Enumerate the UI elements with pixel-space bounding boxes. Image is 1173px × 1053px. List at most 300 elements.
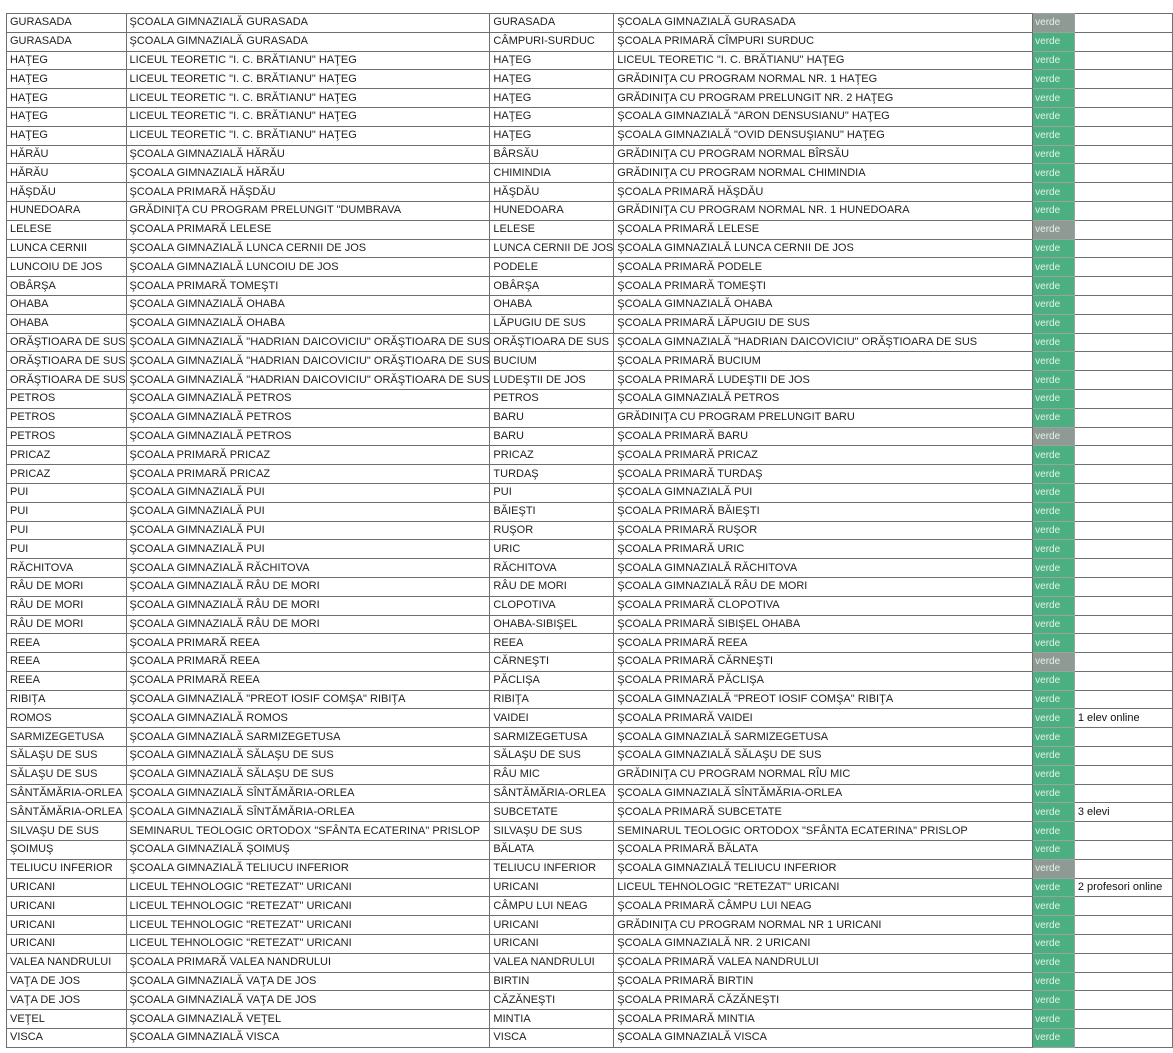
status-cell[interactable]: verde [1033,201,1075,220]
note-cell[interactable] [1074,371,1172,390]
status-cell[interactable]: verde [1033,935,1075,954]
note-cell[interactable] [1074,446,1172,465]
status-cell[interactable]: verde [1033,596,1075,615]
coordinating-school-cell[interactable]: ŞCOALA PRIMARĂ TOMEŞTI [126,277,490,296]
structure-locality-cell[interactable]: HAŢEG [490,70,614,89]
note-cell[interactable] [1074,14,1172,33]
note-cell[interactable]: 2 profesori online [1074,878,1172,897]
locality-cell[interactable]: ORĂŞTIOARA DE SUS [7,371,127,390]
structure-school-cell[interactable]: GRĂDINIŢA CU PROGRAM NORMAL NR 1 URICANI [614,916,1033,935]
locality-cell[interactable]: SILVAŞU DE SUS [7,822,127,841]
status-cell[interactable]: verde [1033,634,1075,653]
locality-cell[interactable]: SÂNTĂMĂRIA-ORLEA [7,803,127,822]
locality-cell[interactable]: REEA [7,671,127,690]
locality-cell[interactable]: PETROS [7,389,127,408]
structure-school-cell[interactable]: ŞCOALA PRIMARĂ URIC [614,540,1033,559]
status-cell[interactable]: verde [1033,483,1075,502]
structure-school-cell[interactable]: ŞCOALA GIMNAZIALĂ RÂU DE MORI [614,577,1033,596]
note-cell[interactable]: 3 elevi [1074,803,1172,822]
note-cell[interactable] [1074,841,1172,860]
structure-locality-cell[interactable]: PODELE [490,258,614,277]
structure-school-cell[interactable]: LICEUL TEORETIC "I. C. BRĂTIANU" HAŢEG [614,51,1033,70]
locality-cell[interactable]: OBÂRŞA [7,277,127,296]
structure-school-cell[interactable]: ŞCOALA PRIMARĂ VAIDEI [614,709,1033,728]
structure-locality-cell[interactable]: SILVAŞU DE SUS [490,822,614,841]
structure-school-cell[interactable]: GRĂDINIŢA CU PROGRAM NORMAL RÎU MIC [614,765,1033,784]
coordinating-school-cell[interactable]: ŞCOALA PRIMARĂ REEA [126,671,490,690]
locality-cell[interactable]: HUNEDOARA [7,201,127,220]
status-cell[interactable]: verde [1033,991,1075,1010]
coordinating-school-cell[interactable]: ŞCOALA GIMNAZIALĂ HĂRĂU [126,145,490,164]
coordinating-school-cell[interactable]: LICEUL TEHNOLOGIC "RETEZAT" URICANI [126,897,490,916]
structure-locality-cell[interactable]: MINTIA [490,1010,614,1029]
locality-cell[interactable]: URICANI [7,935,127,954]
structure-locality-cell[interactable]: TURDAŞ [490,465,614,484]
locality-cell[interactable]: URICANI [7,916,127,935]
status-cell[interactable]: verde [1033,239,1075,258]
status-cell[interactable]: verde [1033,295,1075,314]
coordinating-school-cell[interactable]: ŞCOALA GIMNAZIALĂ PETROS [126,389,490,408]
note-cell[interactable] [1074,277,1172,296]
structure-school-cell[interactable]: ŞCOALA PRIMARĂ CÎMPURI SURDUC [614,32,1033,51]
locality-cell[interactable]: PRICAZ [7,446,127,465]
coordinating-school-cell[interactable]: ŞCOALA GIMNAZIALĂ OHABA [126,295,490,314]
coordinating-school-cell[interactable]: ŞCOALA GIMNAZIALĂ OHABA [126,314,490,333]
status-cell[interactable]: verde [1033,333,1075,352]
structure-school-cell[interactable]: ŞCOALA GIMNAZIALĂ RĂCHITOVA [614,559,1033,578]
status-cell[interactable]: verde [1033,972,1075,991]
structure-locality-cell[interactable]: SARMIZEGETUSA [490,728,614,747]
locality-cell[interactable]: PUI [7,502,127,521]
structure-school-cell[interactable]: ŞCOALA PRIMARĂ LĂPUGIU DE SUS [614,314,1033,333]
coordinating-school-cell[interactable]: ŞCOALA GIMNAZIALĂ PETROS [126,408,490,427]
status-cell[interactable]: verde [1033,653,1075,672]
structure-locality-cell[interactable]: OHABA [490,295,614,314]
structure-school-cell[interactable]: ŞCOALA GIMNAZIALĂ GURASADA [614,14,1033,33]
locality-cell[interactable]: ŞOIMUŞ [7,841,127,860]
locality-cell[interactable]: REEA [7,653,127,672]
structure-locality-cell[interactable]: LĂPUGIU DE SUS [490,314,614,333]
note-cell[interactable] [1074,859,1172,878]
note-cell[interactable] [1074,540,1172,559]
structure-locality-cell[interactable]: SUBCETATE [490,803,614,822]
structure-school-cell[interactable]: ŞCOALA GIMNAZIALĂ SĂLAŞU DE SUS [614,747,1033,766]
locality-cell[interactable]: TELIUCU INFERIOR [7,859,127,878]
structure-school-cell[interactable]: ŞCOALA GIMNAZIALĂ PETROS [614,389,1033,408]
structure-school-cell[interactable]: GRĂDINIŢA CU PROGRAM PRELUNGIT BARU [614,408,1033,427]
note-cell[interactable] [1074,916,1172,935]
coordinating-school-cell[interactable]: ŞCOALA GIMNAZIALĂ GURASADA [126,14,490,33]
structure-school-cell[interactable]: ŞCOALA PRIMARĂ SUBCETATE [614,803,1033,822]
coordinating-school-cell[interactable]: ŞCOALA GIMNAZIALĂ RĂCHITOVA [126,559,490,578]
coordinating-school-cell[interactable]: LICEUL TEHNOLOGIC "RETEZAT" URICANI [126,935,490,954]
status-cell[interactable]: verde [1033,70,1075,89]
coordinating-school-cell[interactable]: ŞCOALA PRIMARĂ VALEA NANDRULUI [126,953,490,972]
coordinating-school-cell[interactable]: ŞCOALA PRIMARĂ PRICAZ [126,465,490,484]
coordinating-school-cell[interactable]: ŞCOALA GIMNAZIALĂ "HADRIAN DAICOVICIU" ORĂŞTIOARA DE SUS [126,333,490,352]
status-cell[interactable]: verde [1033,352,1075,371]
note-cell[interactable] [1074,427,1172,446]
note-cell[interactable] [1074,70,1172,89]
status-cell[interactable]: verde [1033,408,1075,427]
structure-locality-cell[interactable]: VAIDEI [490,709,614,728]
note-cell[interactable] [1074,483,1172,502]
structure-locality-cell[interactable]: SÂNTĂMĂRIA-ORLEA [490,784,614,803]
note-cell[interactable] [1074,559,1172,578]
status-cell[interactable]: verde [1033,671,1075,690]
structure-school-cell[interactable]: GRĂDINIŢA CU PROGRAM NORMAL CHIMINDIA [614,164,1033,183]
structure-school-cell[interactable]: ŞCOALA GIMNAZIALĂ LUNCA CERNII DE JOS [614,239,1033,258]
note-cell[interactable] [1074,671,1172,690]
note-cell[interactable] [1074,653,1172,672]
coordinating-school-cell[interactable]: ŞCOALA GIMNAZIALĂ LUNCOIU DE JOS [126,258,490,277]
locality-cell[interactable]: PUI [7,483,127,502]
locality-cell[interactable]: SĂLAŞU DE SUS [7,747,127,766]
note-cell[interactable] [1074,201,1172,220]
locality-cell[interactable]: VAŢA DE JOS [7,991,127,1010]
structure-locality-cell[interactable]: CÂMPU LUI NEAG [490,897,614,916]
structure-locality-cell[interactable]: LUDEŞTII DE JOS [490,371,614,390]
status-cell[interactable]: verde [1033,916,1075,935]
structure-school-cell[interactable]: ŞCOALA PRIMARĂ CĂRNEŞTI [614,653,1033,672]
coordinating-school-cell[interactable]: ŞCOALA GIMNAZIALĂ HĂRĂU [126,164,490,183]
note-cell[interactable] [1074,352,1172,371]
structure-locality-cell[interactable]: CLOPOTIVA [490,596,614,615]
note-cell[interactable] [1074,145,1172,164]
locality-cell[interactable]: HAŢEG [7,89,127,108]
coordinating-school-cell[interactable]: ŞCOALA GIMNAZIALĂ RÂU DE MORI [126,596,490,615]
status-cell[interactable]: verde [1033,258,1075,277]
coordinating-school-cell[interactable]: ŞCOALA PRIMARĂ REEA [126,634,490,653]
status-cell[interactable]: verde [1033,822,1075,841]
status-cell[interactable]: verde [1033,371,1075,390]
structure-school-cell[interactable]: ŞCOALA PRIMARĂ REEA [614,634,1033,653]
note-cell[interactable] [1074,107,1172,126]
structure-locality-cell[interactable]: HUNEDOARA [490,201,614,220]
structure-locality-cell[interactable]: PUI [490,483,614,502]
structure-school-cell[interactable]: ŞCOALA PRIMARĂ LUDEŞTII DE JOS [614,371,1033,390]
note-cell[interactable] [1074,220,1172,239]
status-cell[interactable]: verde [1033,89,1075,108]
note-cell[interactable]: 1 elev online [1074,709,1172,728]
structure-school-cell[interactable]: ŞCOALA GIMNAZIALĂ OHABA [614,295,1033,314]
locality-cell[interactable]: VALEA NANDRULUI [7,953,127,972]
status-cell[interactable]: verde [1033,709,1075,728]
note-cell[interactable] [1074,258,1172,277]
structure-school-cell[interactable]: ŞCOALA PRIMARĂ TOMEŞTI [614,277,1033,296]
note-cell[interactable] [1074,765,1172,784]
structure-locality-cell[interactable]: BARU [490,427,614,446]
locality-cell[interactable]: HAŢEG [7,126,127,145]
locality-cell[interactable]: REEA [7,634,127,653]
locality-cell[interactable]: PUI [7,540,127,559]
structure-school-cell[interactable]: SEMINARUL TEOLOGIC ORTODOX "SFÂNTA ECATERINA" PRISLOP [614,822,1033,841]
status-cell[interactable]: verde [1033,897,1075,916]
note-cell[interactable] [1074,465,1172,484]
locality-cell[interactable]: VAŢA DE JOS [7,972,127,991]
locality-cell[interactable]: RÂU DE MORI [7,596,127,615]
structure-school-cell[interactable]: ŞCOALA GIMNAZIALĂ "HADRIAN DAICOVICIU" ORĂŞTIOARA DE SUS [614,333,1033,352]
note-cell[interactable] [1074,577,1172,596]
note-cell[interactable] [1074,747,1172,766]
note-cell[interactable] [1074,634,1172,653]
structure-school-cell[interactable]: GRĂDINIŢA CU PROGRAM NORMAL NR. 1 HUNEDOARA [614,201,1033,220]
status-cell[interactable]: verde [1033,765,1075,784]
structure-locality-cell[interactable]: PRICAZ [490,446,614,465]
status-cell[interactable]: verde [1033,220,1075,239]
note-cell[interactable] [1074,596,1172,615]
status-cell[interactable]: verde [1033,615,1075,634]
locality-cell[interactable]: PETROS [7,427,127,446]
locality-cell[interactable]: VISCA [7,1029,127,1048]
locality-cell[interactable]: RÂU DE MORI [7,577,127,596]
structure-school-cell[interactable]: ŞCOALA GIMNAZIALĂ "OVID DENSUŞIANU" HAŢEG [614,126,1033,145]
structure-locality-cell[interactable]: LELESE [490,220,614,239]
structure-school-cell[interactable]: ŞCOALA PRIMARĂ CLOPOTIVA [614,596,1033,615]
structure-school-cell[interactable]: ŞCOALA GIMNAZIALĂ TELIUCU INFERIOR [614,859,1033,878]
structure-school-cell[interactable]: ŞCOALA GIMNAZIALĂ SARMIZEGETUSA [614,728,1033,747]
locality-cell[interactable]: RÂU DE MORI [7,615,127,634]
note-cell[interactable] [1074,89,1172,108]
note-cell[interactable] [1074,239,1172,258]
coordinating-school-cell[interactable]: ŞCOALA GIMNAZIALĂ PUI [126,483,490,502]
coordinating-school-cell[interactable]: GRĂDINIŢA CU PROGRAM PRELUNGIT "DUMBRAVA [126,201,490,220]
note-cell[interactable] [1074,822,1172,841]
note-cell[interactable] [1074,314,1172,333]
locality-cell[interactable]: HĂŞDĂU [7,183,127,202]
locality-cell[interactable]: URICANI [7,897,127,916]
structure-locality-cell[interactable]: HĂŞDĂU [490,183,614,202]
structure-locality-cell[interactable]: BUCIUM [490,352,614,371]
structure-locality-cell[interactable]: VISCA [490,1029,614,1048]
structure-locality-cell[interactable]: RIBIŢA [490,690,614,709]
locality-cell[interactable]: GURASADA [7,32,127,51]
structure-school-cell[interactable]: LICEUL TEHNOLOGIC "RETEZAT" URICANI [614,878,1033,897]
status-cell[interactable]: verde [1033,502,1075,521]
locality-cell[interactable]: LELESE [7,220,127,239]
coordinating-school-cell[interactable]: ŞCOALA GIMNAZIALĂ SÎNTĂMĂRIA-ORLEA [126,803,490,822]
locality-cell[interactable]: SĂLAŞU DE SUS [7,765,127,784]
locality-cell[interactable]: HAŢEG [7,107,127,126]
locality-cell[interactable]: HĂRĂU [7,164,127,183]
status-cell[interactable]: verde [1033,145,1075,164]
structure-locality-cell[interactable]: HAŢEG [490,89,614,108]
status-cell[interactable]: verde [1033,953,1075,972]
structure-locality-cell[interactable]: OHABA-SIBIŞEL [490,615,614,634]
coordinating-school-cell[interactable]: ŞCOALA GIMNAZIALĂ SĂLAŞU DE SUS [126,747,490,766]
structure-school-cell[interactable]: ŞCOALA PRIMARĂ BĂIEŞTI [614,502,1033,521]
status-cell[interactable]: verde [1033,1029,1075,1048]
coordinating-school-cell[interactable]: LICEUL TEHNOLOGIC "RETEZAT" URICANI [126,878,490,897]
note-cell[interactable] [1074,991,1172,1010]
structure-locality-cell[interactable]: URICANI [490,935,614,954]
structure-locality-cell[interactable]: HAŢEG [490,107,614,126]
locality-cell[interactable]: SÂNTĂMĂRIA-ORLEA [7,784,127,803]
coordinating-school-cell[interactable]: ŞCOALA PRIMARĂ PRICAZ [126,446,490,465]
locality-cell[interactable]: HĂRĂU [7,145,127,164]
locality-cell[interactable]: ORĂŞTIOARA DE SUS [7,333,127,352]
structure-locality-cell[interactable]: PĂCLIŞA [490,671,614,690]
status-cell[interactable]: verde [1033,32,1075,51]
coordinating-school-cell[interactable]: ŞCOALA GIMNAZIALĂ "HADRIAN DAICOVICIU" ORĂŞTIOARA DE SUS [126,371,490,390]
structure-school-cell[interactable]: ŞCOALA PRIMARĂ TURDAŞ [614,465,1033,484]
structure-school-cell[interactable]: ŞCOALA PRIMARĂ HĂŞDĂU [614,183,1033,202]
status-cell[interactable]: verde [1033,389,1075,408]
structure-locality-cell[interactable]: RÂU MIC [490,765,614,784]
structure-locality-cell[interactable]: RUŞOR [490,521,614,540]
structure-school-cell[interactable]: ŞCOALA PRIMARĂ BĂLATA [614,841,1033,860]
coordinating-school-cell[interactable]: ŞCOALA PRIMARĂ LELESE [126,220,490,239]
note-cell[interactable] [1074,51,1172,70]
structure-school-cell[interactable]: ŞCOALA PRIMARĂ CÂMPU LUI NEAG [614,897,1033,916]
status-cell[interactable]: verde [1033,14,1075,33]
locality-cell[interactable]: HAŢEG [7,70,127,89]
structure-school-cell[interactable]: ŞCOALA GIMNAZIALĂ "PREOT IOSIF COMŞA" RIBIŢA [614,690,1033,709]
note-cell[interactable] [1074,389,1172,408]
structure-school-cell[interactable]: ŞCOALA GIMNAZIALĂ VISCA [614,1029,1033,1048]
note-cell[interactable] [1074,333,1172,352]
structure-school-cell[interactable]: ŞCOALA PRIMARĂ CĂZĂNEŞTI [614,991,1033,1010]
locality-cell[interactable]: PRICAZ [7,465,127,484]
status-cell[interactable]: verde [1033,427,1075,446]
structure-locality-cell[interactable]: BĂLATA [490,841,614,860]
coordinating-school-cell[interactable]: ŞCOALA GIMNAZIALĂ "PREOT IOSIF COMŞA" RIBIŢA [126,690,490,709]
note-cell[interactable] [1074,953,1172,972]
structure-locality-cell[interactable]: RÂU DE MORI [490,577,614,596]
coordinating-school-cell[interactable]: LICEUL TEORETIC "I. C. BRĂTIANU" HAŢEG [126,51,490,70]
locality-cell[interactable]: OHABA [7,314,127,333]
status-cell[interactable]: verde [1033,803,1075,822]
structure-school-cell[interactable]: GRĂDINIŢA CU PROGRAM NORMAL BÎRSĂU [614,145,1033,164]
structure-locality-cell[interactable]: ORĂŞTIOARA DE SUS [490,333,614,352]
structure-school-cell[interactable]: GRĂDINIŢA CU PROGRAM NORMAL NR. 1 HAŢEG [614,70,1033,89]
structure-school-cell[interactable]: ŞCOALA PRIMARĂ MINTIA [614,1010,1033,1029]
note-cell[interactable] [1074,521,1172,540]
structure-school-cell[interactable]: ŞCOALA GIMNAZIALĂ PUI [614,483,1033,502]
locality-cell[interactable]: SARMIZEGETUSA [7,728,127,747]
structure-locality-cell[interactable]: HAŢEG [490,51,614,70]
coordinating-school-cell[interactable]: LICEUL TEORETIC "I. C. BRĂTIANU" HAŢEG [126,70,490,89]
locality-cell[interactable]: RĂCHITOVA [7,559,127,578]
coordinating-school-cell[interactable]: ŞCOALA GIMNAZIALĂ TELIUCU INFERIOR [126,859,490,878]
structure-school-cell[interactable]: ŞCOALA PRIMARĂ VALEA NANDRULUI [614,953,1033,972]
structure-locality-cell[interactable]: SĂLAŞU DE SUS [490,747,614,766]
locality-cell[interactable]: ORĂŞTIOARA DE SUS [7,352,127,371]
coordinating-school-cell[interactable]: ŞCOALA GIMNAZIALĂ RÂU DE MORI [126,577,490,596]
structure-school-cell[interactable]: GRĂDINIŢA CU PROGRAM PRELUNGIT NR. 2 HAŢEG [614,89,1033,108]
status-cell[interactable]: verde [1033,1010,1075,1029]
locality-cell[interactable]: URICANI [7,878,127,897]
status-cell[interactable]: verde [1033,314,1075,333]
locality-cell[interactable]: HAŢEG [7,51,127,70]
structure-locality-cell[interactable]: OBÂRŞA [490,277,614,296]
note-cell[interactable] [1074,408,1172,427]
structure-school-cell[interactable]: ŞCOALA PRIMARĂ RUŞOR [614,521,1033,540]
structure-school-cell[interactable]: ŞCOALA GIMNAZIALĂ NR. 2 URICANI [614,935,1033,954]
note-cell[interactable] [1074,897,1172,916]
locality-cell[interactable]: RIBIŢA [7,690,127,709]
status-cell[interactable]: verde [1033,540,1075,559]
coordinating-school-cell[interactable]: ŞCOALA GIMNAZIALĂ PUI [126,540,490,559]
structure-locality-cell[interactable]: PETROS [490,389,614,408]
structure-school-cell[interactable]: ŞCOALA PRIMARĂ PĂCLIŞA [614,671,1033,690]
locality-cell[interactable]: PUI [7,521,127,540]
status-cell[interactable]: verde [1033,107,1075,126]
coordinating-school-cell[interactable]: LICEUL TEORETIC "I. C. BRĂTIANU" HAŢEG [126,89,490,108]
structure-locality-cell[interactable]: GURASADA [490,14,614,33]
status-cell[interactable]: verde [1033,465,1075,484]
coordinating-school-cell[interactable]: ŞCOALA GIMNAZIALĂ RÂU DE MORI [126,615,490,634]
structure-locality-cell[interactable]: BIRTIN [490,972,614,991]
structure-locality-cell[interactable]: RĂCHITOVA [490,559,614,578]
status-cell[interactable]: verde [1033,521,1075,540]
coordinating-school-cell[interactable]: LICEUL TEHNOLOGIC "RETEZAT" URICANI [126,916,490,935]
note-cell[interactable] [1074,615,1172,634]
status-cell[interactable]: verde [1033,859,1075,878]
coordinating-school-cell[interactable]: ŞCOALA GIMNAZIALĂ PETROS [126,427,490,446]
note-cell[interactable] [1074,126,1172,145]
structure-school-cell[interactable]: ŞCOALA PRIMARĂ PODELE [614,258,1033,277]
structure-locality-cell[interactable]: URICANI [490,916,614,935]
status-cell[interactable]: verde [1033,878,1075,897]
coordinating-school-cell[interactable]: ŞCOALA PRIMARĂ HĂŞDĂU [126,183,490,202]
structure-school-cell[interactable]: ŞCOALA GIMNAZIALĂ SÎNTĂMĂRIA-ORLEA [614,784,1033,803]
note-cell[interactable] [1074,972,1172,991]
status-cell[interactable]: verde [1033,728,1075,747]
status-cell[interactable]: verde [1033,51,1075,70]
coordinating-school-cell[interactable]: ŞCOALA GIMNAZIALĂ SĂLAŞU DE SUS [126,765,490,784]
structure-locality-cell[interactable]: URICANI [490,878,614,897]
structure-school-cell[interactable]: ŞCOALA PRIMARĂ SIBIŞEL OHABA [614,615,1033,634]
structure-locality-cell[interactable]: HAŢEG [490,126,614,145]
note-cell[interactable] [1074,935,1172,954]
status-cell[interactable]: verde [1033,577,1075,596]
coordinating-school-cell[interactable]: ŞCOALA PRIMARĂ REEA [126,653,490,672]
structure-locality-cell[interactable]: BARU [490,408,614,427]
locality-cell[interactable]: ROMOS [7,709,127,728]
status-cell[interactable]: verde [1033,559,1075,578]
note-cell[interactable] [1074,32,1172,51]
note-cell[interactable] [1074,295,1172,314]
status-cell[interactable]: verde [1033,183,1075,202]
note-cell[interactable] [1074,784,1172,803]
coordinating-school-cell[interactable]: ŞCOALA GIMNAZIALĂ SARMIZEGETUSA [126,728,490,747]
coordinating-school-cell[interactable]: ŞCOALA GIMNAZIALĂ GURASADA [126,32,490,51]
coordinating-school-cell[interactable]: ŞCOALA GIMNAZIALĂ "HADRIAN DAICOVICIU" ORĂŞTIOARA DE SUS [126,352,490,371]
coordinating-school-cell[interactable]: ŞCOALA GIMNAZIALĂ VISCA [126,1029,490,1048]
note-cell[interactable] [1074,1010,1172,1029]
structure-school-cell[interactable]: ŞCOALA GIMNAZIALĂ "ARON DENSUSIANU" HAŢEG [614,107,1033,126]
structure-school-cell[interactable]: ŞCOALA PRIMARĂ LELESE [614,220,1033,239]
status-cell[interactable]: verde [1033,747,1075,766]
coordinating-school-cell[interactable]: LICEUL TEORETIC "I. C. BRĂTIANU" HAŢEG [126,126,490,145]
coordinating-school-cell[interactable]: ŞCOALA GIMNAZIALĂ ROMOS [126,709,490,728]
structure-locality-cell[interactable]: CÂMPURI-SURDUC [490,32,614,51]
locality-cell[interactable]: GURASADA [7,14,127,33]
coordinating-school-cell[interactable]: ŞCOALA GIMNAZIALĂ ŞOIMUŞ [126,841,490,860]
structure-locality-cell[interactable]: BĂIEŞTI [490,502,614,521]
note-cell[interactable] [1074,1029,1172,1048]
structure-locality-cell[interactable]: CHIMINDIA [490,164,614,183]
structure-school-cell[interactable]: ŞCOALA PRIMARĂ PRICAZ [614,446,1033,465]
coordinating-school-cell[interactable]: ŞCOALA GIMNAZIALĂ VAŢA DE JOS [126,972,490,991]
structure-locality-cell[interactable]: VALEA NANDRULUI [490,953,614,972]
structure-locality-cell[interactable]: URIC [490,540,614,559]
locality-cell[interactable]: LUNCOIU DE JOS [7,258,127,277]
locality-cell[interactable]: VEŢEL [7,1010,127,1029]
structure-school-cell[interactable]: ŞCOALA PRIMARĂ BUCIUM [614,352,1033,371]
structure-school-cell[interactable]: ŞCOALA PRIMARĂ BARU [614,427,1033,446]
